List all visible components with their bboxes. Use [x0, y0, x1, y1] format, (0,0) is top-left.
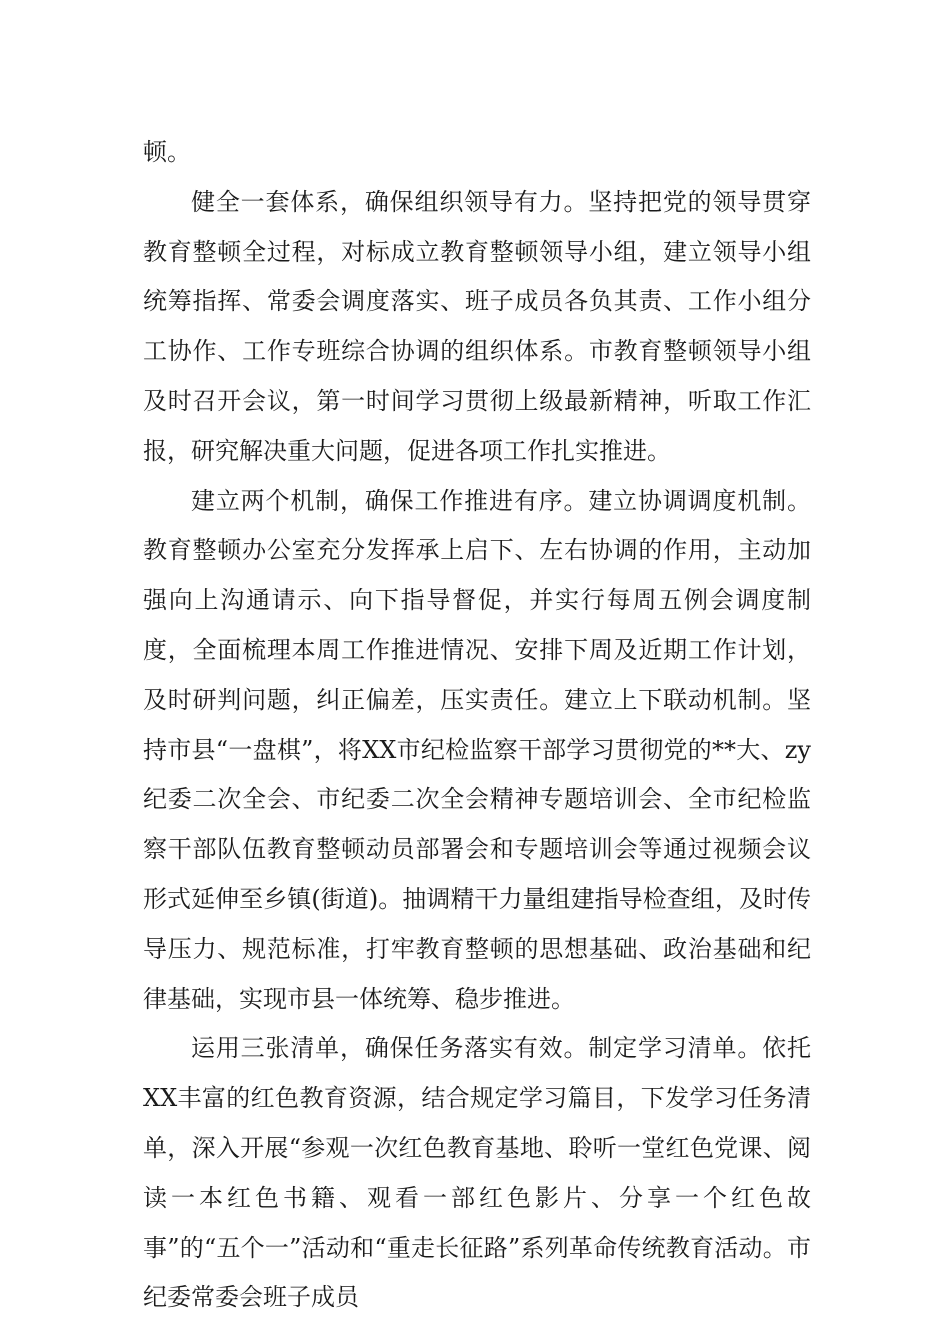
paragraph-organization-system: 健全一套体系，确保组织领导有力。坚持把党的领导贯穿教育整顿全过程，对标成立教育整顿领导小组，建立领导小组统筹指挥、常委会调度落实、班子成员各负其责、工作小组分工协作、工作专班综合协调的组织体系。市教育整顿领导小组及时召开会议，第一时间学习贯彻上级最新精神，听取工作汇报，研究解决重大问题，促进各项工作扎实推进。: [143, 187, 811, 465]
paragraph-continuation: 顿。: [143, 138, 191, 166]
paragraph-three-lists: 运用三张清单，确保任务落实有效。制定学习清单。依托XX丰富的红色教育资源，结合规定学习篇目，下发学习任务清单，深入开展“参观一次红色教育基地、聆听一堂红色党课、阅读一本红色书籍、观看一部红色影片、分享一个红色故事”的“五个一”活动和“重走长征路”系列革命传统教育活动。市纪委常委会班子成员: [143, 1034, 811, 1312]
document-body: [143, 128, 811, 1323]
paragraph-two-mechanisms: 建立两个机制，确保工作推进有序。建立协调调度机制。教育整顿办公室充分发挥承上启下、左右协调的作用，主动加强向上沟通请示、向下指导督促，并实行每周五例会调度制度，全面梳理本周工作推进情况、安排下周及近期工作计划，及时研判问题，纠正偏差，压实责任。建立上下联动机制。坚持市县“一盘棋”，将XX市纪检监察干部学习贯彻党的**大、zy纪委二次全会、市纪委二次全会精神专题培训会、全市纪检监察干部队伍教育整顿动员部署会和专题培训会等通过视频会议形式延伸至乡镇(街道)。抽调精干力量组建指导检查组，及时传导压力、规范标准，打牢教育整顿的思想基础、政治基础和纪律基础，实现市县一体统筹、稳步推进。: [143, 486, 811, 1013]
